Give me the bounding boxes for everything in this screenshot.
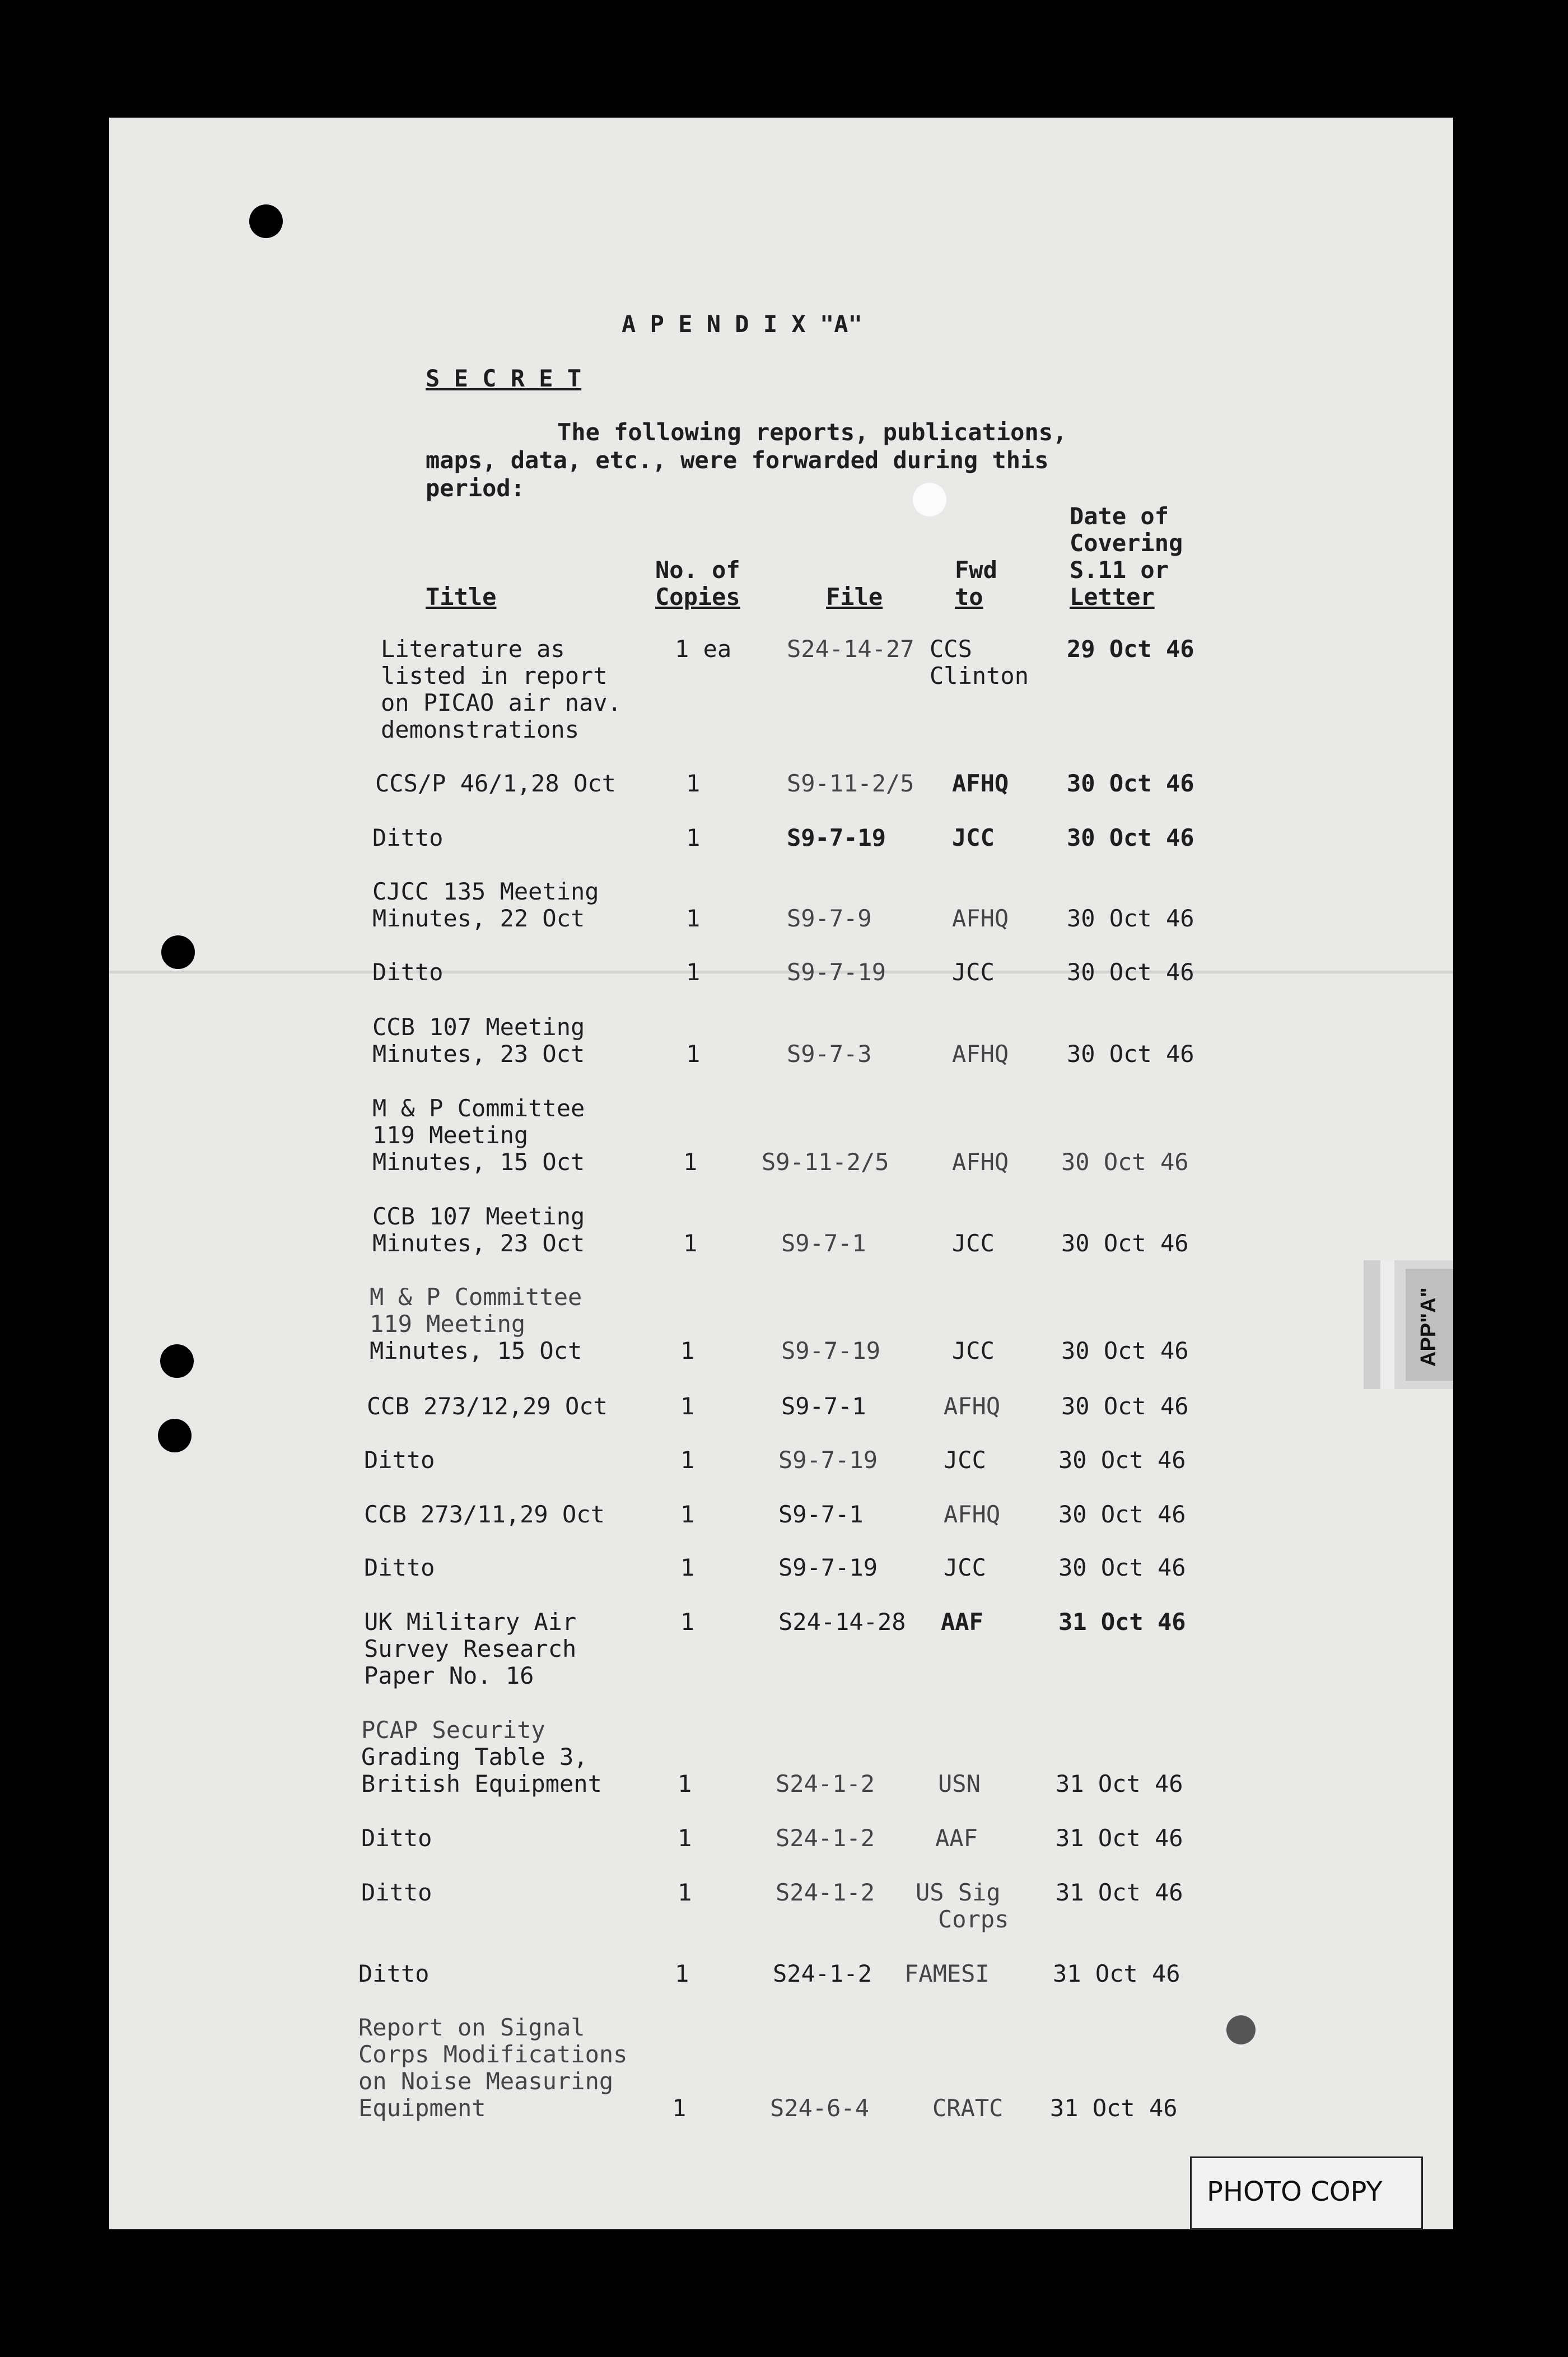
row-title: Report on Signal	[358, 2014, 585, 2041]
column-header-date: Letter	[1070, 583, 1155, 611]
row-fwd: Corps	[938, 1906, 1009, 1933]
row-title: Ditto	[364, 1554, 435, 1581]
row-file: S9-7-9	[787, 905, 872, 932]
row-file: S9-7-19	[778, 1554, 878, 1581]
row-copies: 1	[686, 824, 701, 851]
row-copies: 1	[683, 1148, 698, 1176]
row-title: Ditto	[372, 824, 444, 851]
row-file: S9-11-2/5	[762, 1148, 889, 1176]
row-title: listed in report	[381, 662, 608, 690]
row-copies: 1	[686, 905, 701, 932]
row-copies: 1	[678, 1879, 692, 1906]
classification-marking: S E C R E T	[426, 365, 582, 392]
row-file: S24-6-4	[770, 2094, 870, 2122]
row-date: 30 Oct 46	[1061, 1392, 1189, 1420]
punch-hole	[158, 1419, 192, 1452]
row-date: 30 Oct 46	[1061, 1229, 1189, 1257]
row-date: 30 Oct 46	[1058, 1446, 1186, 1474]
row-copies: 1	[680, 1446, 695, 1474]
row-title: CCB 107 Meeting	[372, 1203, 585, 1230]
appendix-heading: A P E N D I X "A"	[622, 310, 862, 338]
row-title: M & P Committee	[370, 1283, 582, 1311]
row-fwd: AFHQ	[952, 770, 1009, 797]
row-file: S9-7-19	[778, 1446, 878, 1474]
row-file: S24-1-2	[776, 1770, 875, 1797]
row-title: Ditto	[361, 1824, 432, 1852]
row-file: S9-11-2/5	[787, 770, 914, 797]
row-fwd: JCC	[944, 1554, 986, 1581]
row-file: S9-7-1	[781, 1229, 866, 1257]
ink-smudge	[1226, 2015, 1256, 2044]
punch-hole	[249, 204, 283, 238]
row-copies: 1	[678, 1770, 692, 1797]
row-copies: 1	[680, 1501, 695, 1528]
row-copies: 1	[675, 1960, 689, 1987]
row-file: S9-7-19	[787, 824, 886, 851]
row-title: Survey Research	[364, 1635, 577, 1662]
row-date: 31 Oct 46	[1058, 1608, 1186, 1636]
row-fwd: JCC	[944, 1446, 986, 1474]
row-title: Minutes, 23 Oct	[372, 1229, 585, 1257]
column-header-copies: No. of	[655, 556, 740, 584]
row-title: Literature as	[381, 635, 565, 663]
row-file: S24-1-2	[776, 1879, 875, 1906]
column-header-fwd: Fwd	[955, 556, 997, 584]
row-file: S24-14-28	[778, 1608, 906, 1636]
row-date: 30 Oct 46	[1067, 958, 1194, 986]
row-fwd: AFHQ	[952, 1040, 1009, 1068]
row-date: 30 Oct 46	[1061, 1148, 1189, 1176]
row-fwd: JCC	[952, 958, 995, 986]
row-title: UK Military Air	[364, 1608, 577, 1636]
row-fwd: CCS	[930, 635, 972, 663]
row-fwd: FAMESI	[904, 1960, 990, 1987]
row-fwd: AFHQ	[944, 1501, 1001, 1528]
row-date: 29 Oct 46	[1067, 635, 1194, 663]
row-title: Ditto	[372, 958, 444, 986]
row-title: Minutes, 23 Oct	[372, 1040, 585, 1068]
row-title: British Equipment	[361, 1770, 602, 1797]
row-copies: 1 ea	[675, 635, 732, 663]
row-copies: 1	[680, 1554, 695, 1581]
row-date: 30 Oct 46	[1067, 905, 1194, 932]
row-fwd: US Sig	[916, 1879, 1001, 1906]
row-fwd: AFHQ	[944, 1392, 1001, 1420]
row-date: 31 Oct 46	[1056, 1824, 1183, 1852]
row-file: S24-1-2	[773, 1960, 872, 1987]
row-fwd: AFHQ	[952, 1148, 1009, 1176]
row-copies: 1	[680, 1608, 695, 1636]
row-title: 119 Meeting	[372, 1121, 529, 1149]
row-copies: 1	[672, 2094, 687, 2122]
appendix-tab-label: APP"A"	[1417, 1287, 1440, 1367]
row-title: Ditto	[361, 1879, 432, 1906]
row-file: S24-14-27	[787, 635, 914, 663]
row-title: CCS/P 46/1,28 Oct	[375, 770, 616, 797]
row-fwd: AFHQ	[952, 905, 1009, 932]
column-header-title: Title	[426, 583, 497, 611]
row-date: 31 Oct 46	[1056, 1879, 1183, 1906]
row-file: S9-7-1	[778, 1501, 864, 1528]
row-title: CCB 273/11,29 Oct	[364, 1501, 605, 1528]
row-title: on Noise Measuring	[358, 2067, 614, 2095]
row-title: CCB 273/12,29 Oct	[367, 1392, 608, 1420]
row-date: 30 Oct 46	[1058, 1501, 1186, 1528]
row-title: CCB 107 Meeting	[372, 1013, 585, 1041]
row-title: Minutes, 15 Oct	[370, 1337, 582, 1364]
row-copies: 1	[680, 1392, 695, 1420]
photocopy-stamp-label: PHOTO COPY	[1207, 2176, 1383, 2207]
column-header-fwd: to	[955, 583, 983, 611]
paper-blemish	[913, 483, 946, 516]
column-header-file: File	[826, 583, 883, 611]
row-fwd: USN	[938, 1770, 981, 1797]
row-title: CJCC 135 Meeting	[372, 878, 599, 905]
row-file: S9-7-1	[781, 1392, 866, 1420]
page-fold-line	[109, 971, 1453, 973]
row-copies: 1	[686, 958, 701, 986]
row-date: 30 Oct 46	[1067, 824, 1194, 851]
row-fwd: Clinton	[930, 662, 1029, 690]
row-title: M & P Committee	[372, 1094, 585, 1122]
punch-hole	[160, 1344, 194, 1378]
row-fwd: CRATC	[932, 2094, 1004, 2122]
row-title: Minutes, 22 Oct	[372, 905, 585, 932]
row-file: S24-1-2	[776, 1824, 875, 1852]
row-title: Paper No. 16	[364, 1662, 534, 1689]
row-title: Grading Table 3,	[361, 1743, 588, 1771]
row-copies: 1	[678, 1824, 692, 1852]
row-title: Corps Modifications	[358, 2041, 628, 2068]
row-file: S9-7-19	[787, 958, 886, 986]
row-fwd: JCC	[952, 824, 995, 851]
row-date: 31 Oct 46	[1056, 1770, 1183, 1797]
row-date: 30 Oct 46	[1067, 770, 1194, 797]
column-header-date: S.11 or	[1070, 556, 1169, 584]
row-title: Equipment	[358, 2094, 486, 2122]
row-file: S9-7-3	[787, 1040, 872, 1068]
row-fwd: JCC	[952, 1337, 995, 1364]
column-header-copies: Copies	[655, 583, 740, 611]
row-date: 30 Oct 46	[1061, 1337, 1189, 1364]
row-fwd: AAF	[935, 1824, 978, 1852]
row-date: 31 Oct 46	[1050, 2094, 1178, 2122]
row-title: Minutes, 15 Oct	[372, 1148, 585, 1176]
row-date: 30 Oct 46	[1058, 1554, 1186, 1581]
row-copies: 1	[686, 1040, 701, 1068]
row-title: PCAP Security	[361, 1716, 545, 1744]
column-header-date: Date of	[1070, 502, 1169, 530]
row-title: demonstrations	[381, 716, 580, 743]
row-fwd: AAF	[941, 1608, 983, 1636]
row-copies: 1	[680, 1337, 695, 1364]
column-header-date: Covering	[1070, 529, 1183, 557]
row-date: 30 Oct 46	[1067, 1040, 1194, 1068]
intro-line: period:	[426, 474, 525, 502]
punch-hole	[161, 935, 195, 969]
row-copies: 1	[683, 1229, 698, 1257]
intro-line: The following reports, publications,	[557, 418, 1067, 446]
row-title: Ditto	[358, 1960, 430, 1987]
row-file: S9-7-19	[781, 1337, 881, 1364]
row-title: 119 Meeting	[370, 1310, 526, 1338]
row-title: on PICAO air nav.	[381, 689, 622, 716]
row-title: Ditto	[364, 1446, 435, 1474]
row-copies: 1	[686, 770, 701, 797]
intro-line: maps, data, etc., were forwarded during this	[426, 446, 1049, 474]
row-date: 31 Oct 46	[1053, 1960, 1180, 1987]
row-fwd: JCC	[952, 1229, 995, 1257]
